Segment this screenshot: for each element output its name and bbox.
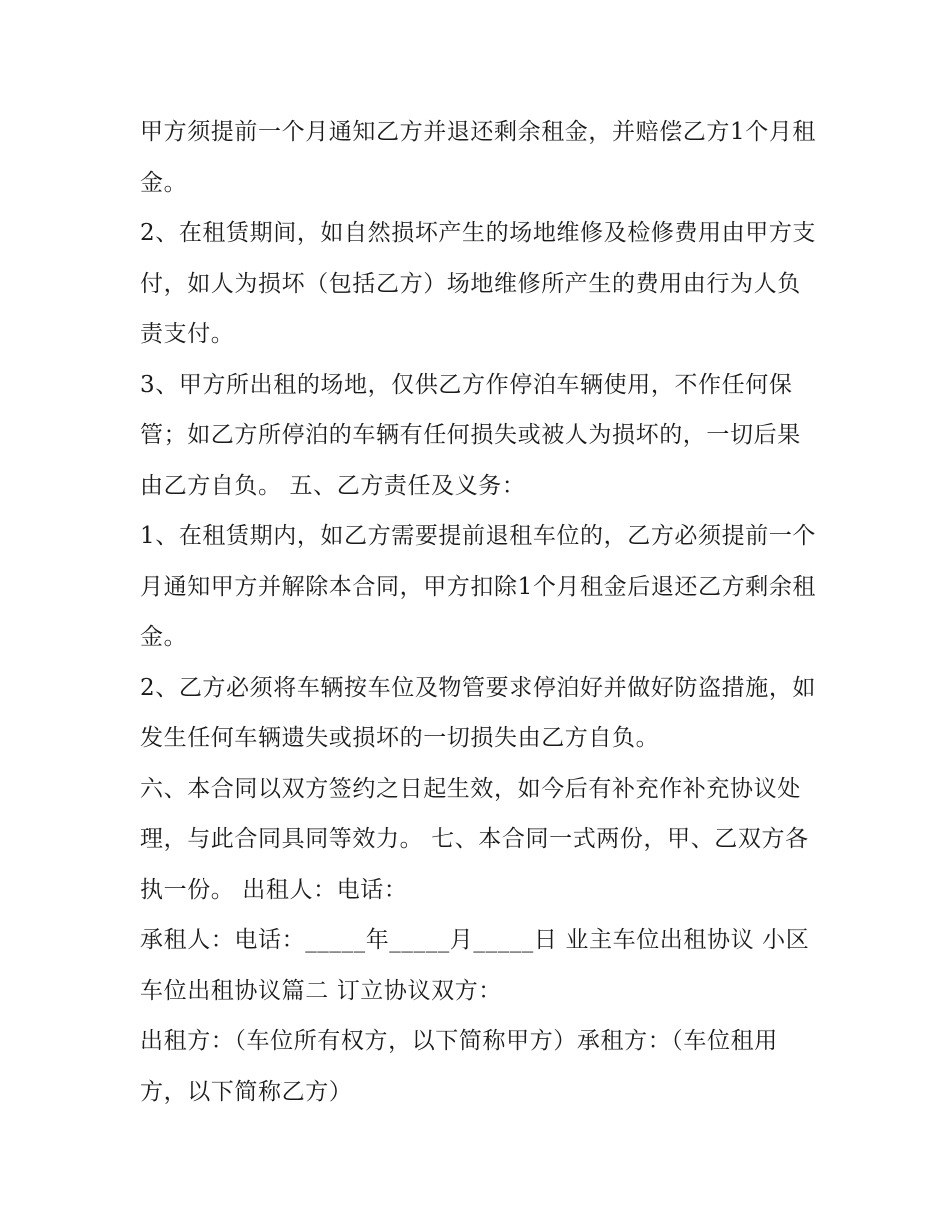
paragraph-5: 2、乙方必须将车辆按车位及物管要求停泊好并做好防盗措施，如发生任何车辆遗失或损坏的一切损失由乙方自负。	[140, 674, 817, 751]
paragraph-6: 六、本合同以双方签约之日起生效，如今后有补充作补充协议处理，与此合同具同等效力。 七、本合同一式两份，甲、乙双方各执一份。 出租人：电话：	[140, 775, 809, 903]
paragraph-2: 2、在租赁期间，如自然损坏产生的场地维修及检修费用由甲方支付，如人为损坏（包括乙方）场地维修所产生的费用由行为人负责支付。	[140, 220, 817, 347]
document-body	[140, 107, 820, 1117]
paragraph-1: 甲方须提前一个月通知乙方并退还剩余租金，并赔偿乙方1个月租金。	[140, 119, 817, 196]
paragraph-4: 1、在租赁期内，如乙方需要提前退租车位的，乙方必须提前一个月通知甲方并解除本合同，甲方扣除1个月租金后退还乙方剩余租金。	[140, 523, 817, 650]
paragraph-7: 承租人：电话：_____年_____月_____日 业主车位出租协议 小区车位出租协议篇二 订立协议双方：	[140, 927, 810, 1004]
paragraph-3: 3、甲方所出租的场地，仅供乙方作停泊车辆使用，不作任何保管；如乙方所停泊的车辆有任何损失或被人为损坏的，一切后果由乙方自负。 五、乙方责任及义务：	[140, 371, 801, 499]
paragraph-8: 出租方：（车位所有权方，以下简称甲方）承租方：（车位租用方，以下简称乙方）	[140, 1028, 778, 1105]
